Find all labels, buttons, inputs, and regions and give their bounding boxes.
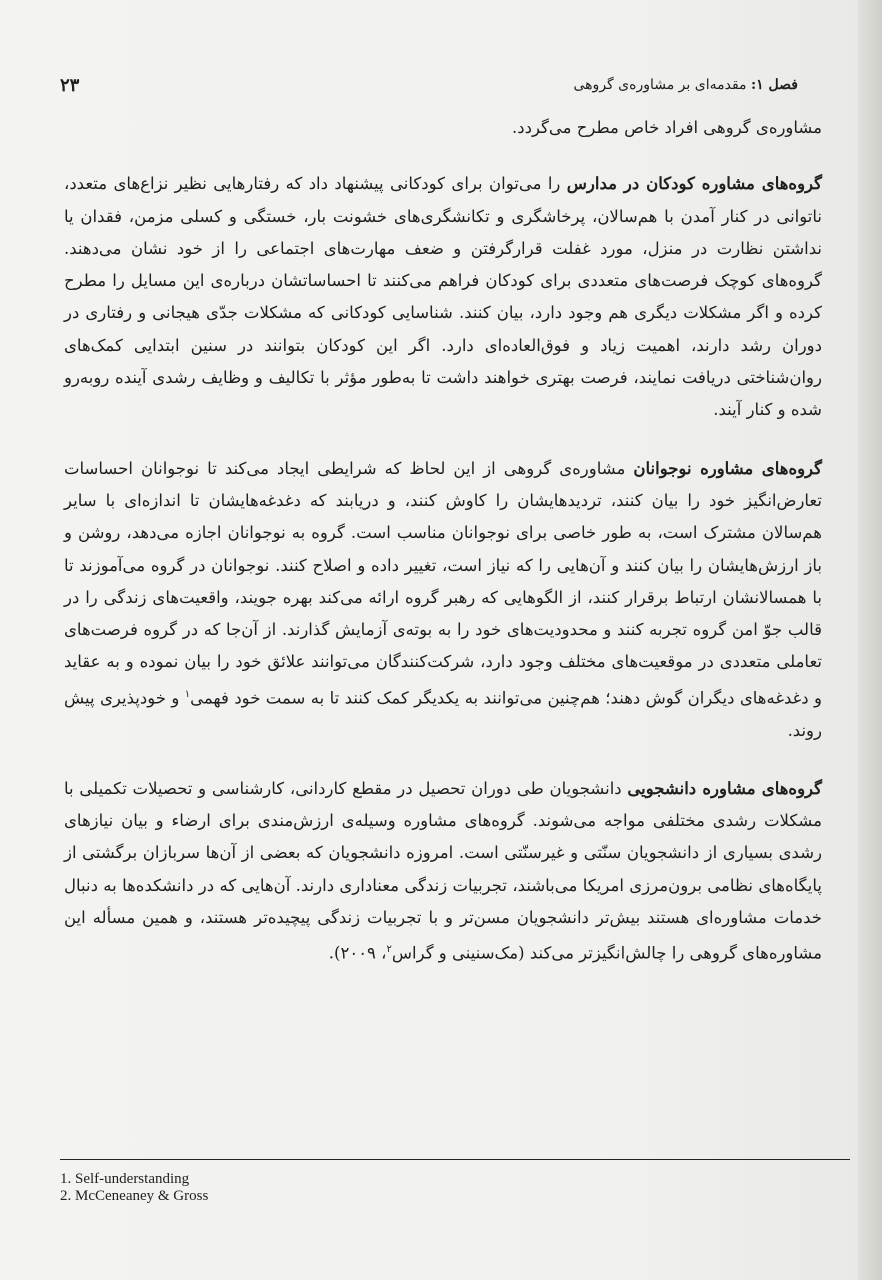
section-adolescents-paragraph xyxy=(64,453,822,747)
section-text-adolescents-end: و خودپذیری پیش روند. xyxy=(64,688,822,740)
section-heading-college: گروه‌های مشاوره دانشجویی xyxy=(627,778,822,798)
footnote-ref-2: ۲ xyxy=(386,944,392,956)
intro-paragraph: مشاوره‌ی گروهی افراد خاص مطرح می‌گردد. xyxy=(512,118,822,137)
chapter-title xyxy=(574,77,799,93)
chapter-label: فصل ۱: xyxy=(750,77,798,93)
page-number: ۲۳ xyxy=(60,74,80,96)
section-text-adolescents: مشاوره‌ی گروهی از این لحاظ که شرایطی ایجاد می‌کند تا نوجوانان احساسات تعارض‌انگیز خود را بیان کنند، تردیدهایشان را کاوش کنند، و دریابند که دغدغه‌هایشان تا اندازه‌ای با سایر هم‌سالان مشترک است، به طور خاصی برای نوجوانان مناسب است. گروه به نوجوانان اجازه می‌دهد، روشن و باز ارزش‌هایشان را بیان کنند و آن‌هایی را که نیاز است، تغییر داده و اصلاح کنند. نوجوانان در گروه می‌آموزند تا با همسالانشان ارتباط برقرار کنند، از الگوهایی که رهبر گروه ارائه می‌کند بهره جویند، واقعیت‌های زندگی را در قالب جوّ امن گروه تجربه کنند و محدودیت‌های خود را به بوته‌ی آزمایش گذارند. از آن‌جا که در گروه فرصت‌های تعاملی متعددی در موقعیت‌های مختلف وجود دارد، شرکت‌کنندگان می‌توانند علائق خود را بیان نموده و به عقاید و دغدغه‌های دیگران گوش دهند؛ هم‌چنین می‌توانند به یکدیگر کمک کنند تا به سمت خود فهمی xyxy=(64,458,822,708)
running-head xyxy=(60,72,798,98)
section-children-paragraph xyxy=(64,168,822,426)
footnotes xyxy=(60,1171,208,1205)
chapter-name: مقدمه‌ای بر مشاوره‌ی گروهی xyxy=(573,77,747,93)
section-text-college: دانشجویان طی دوران تحصیل در مقطع کاردانی، کارشناسی و تحصیلات تکمیلی با مشکلات رشدی مختلفی مواجه می‌شوند. گروه‌های مشاوره وسیله‌ی ارزش‌مندی برای ارضاء و بیان نیازهای رشدی بسیاری از دانشجویان سنّتی و غیرسنّتی است. امروزه دانشجویان که بعضی از آن‌ها سربازان برگشتی از پایگاه‌های نظامی برون‌مرزی امریکا می‌باشند، تجربیات زندگی معناداری دارند. آن‌هایی که در دانشکده‌ها به دنبال خدمات مشاوره‌ای هستند بیش‌تر دانشجویان مسن‌تر و با تجربیات زندگی پیچیده‌تر هستند، و همین مسأله این مشاوره‌های گروهی را چالش‌انگیزتر می‌کند (مک‌سنینی و گراس xyxy=(64,778,822,963)
footnote-divider xyxy=(60,1159,850,1160)
footnote-ref-1: ۱ xyxy=(184,688,191,700)
section-college-paragraph xyxy=(64,773,822,970)
footnote-1: 1. Self-understanding xyxy=(60,1171,190,1187)
footnote-2: 2. McCeneaney & Gross xyxy=(60,1188,209,1204)
page-edge xyxy=(858,0,882,1280)
section-text-college-end: ، ۲۰۰۹). xyxy=(328,943,387,963)
section-heading-children: گروه‌های مشاوره کودکان در مدارس xyxy=(566,174,823,194)
body-text xyxy=(64,112,822,970)
section-text-children: را می‌توان برای کودکانی پیشنهاد داد که رفتارهایی نظیر نزاع‌های متعدد، ناتوانی در کنار آمدن با هم‌سالان، پرخاشگری و تکانشگری‌های خشونت بار، خستگی و کسلی مزمن، فقدان یا نداشتن نظارت در منزل، مورد غفلت قرارگرفتن و ضعف مهارت‌های اجتماعی را از خود نشان می‌دهند. گروه‌های کوچک فرصت‌های متعددی برای کودکان فراهم می‌کنند تا احساساتشان درباره‌ی این مسایل را مطرح کرده و اگر مشکلات دیگری هم وجود دارد، بیان کنند. شناسایی کودکانی که مشکلات جدّی هیجانی و رفتاری در دوران رشد دارند، اهمیت زیاد و فوق‌العاده‌ای دارد. اگر این کودکان بتوانند در سنین ابتدایی کمک‌های روان‌شناختی دریافت نمایند، فرصت بهتری خواهند داشت تا به‌طور مؤثر با تکالیف و وظایف رشدی آینده روبه‌رو شده و کنار آیند. xyxy=(64,174,822,420)
section-heading-adolescents: گروه‌های مشاوره نوجوانان xyxy=(633,458,823,478)
